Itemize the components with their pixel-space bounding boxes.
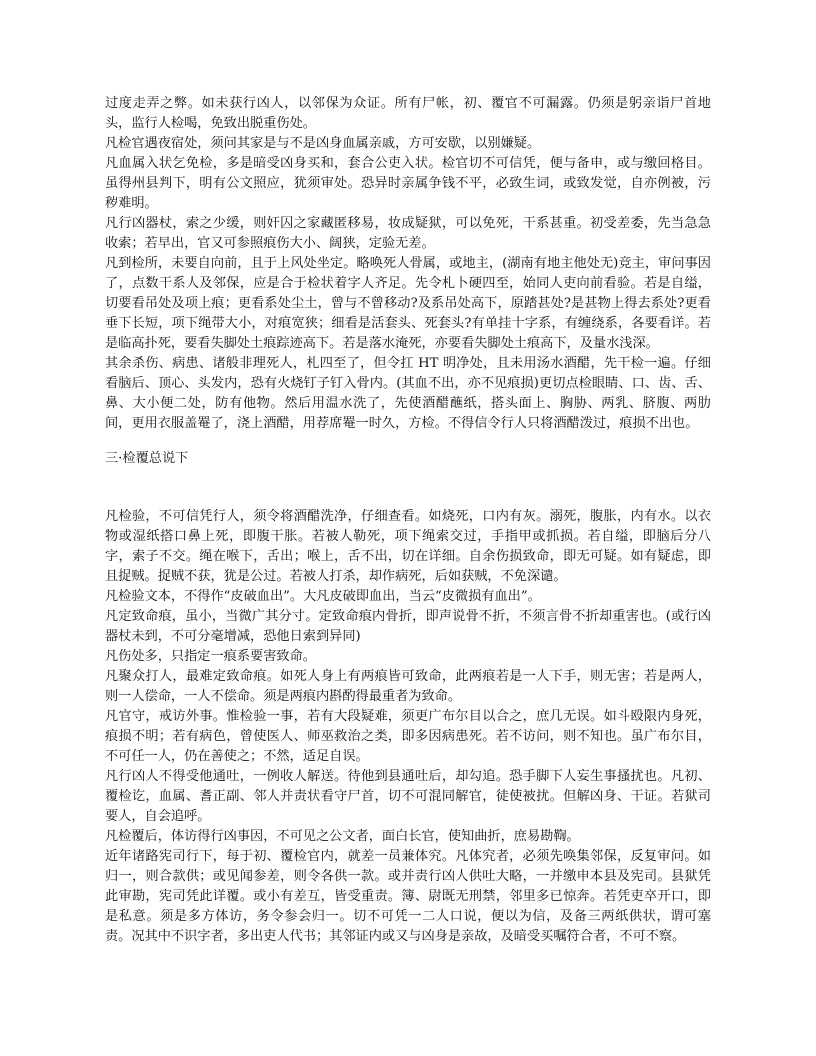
paragraph: 凡检验文本，不得作“皮破血出”。大凡皮破即血出，当云“皮微损有血出”。	[105, 589, 541, 604]
paragraph: 凡行凶人不得受他通吐，一例收人解送。待他到县通吐后，却勾追。恐手脚下人妄生事搔扰也。凡初、覆检讫，血属、耆正副、邻人并责状看守尸首，切不可混同解官，徒使被扰。但解凶身、干证。若狱司要人，自会追呼。	[105, 769, 711, 824]
paragraph: 凡检验，不可信凭行人，须令将酒醋洗净，仔细查看。如烧死，口内有灰。溺死，腹胀，内有水。以衣物或湿纸搭口鼻上死，即腹干胀。若被人勒死，项下绳索交过，手指甲或抓损。若自缢，即脑后分八字，索子不交。绳在喉下，舌出；喉上，舌不出，切在详细。自余伤损致命，即无可疑。如有疑虑，即且捉贼。捉贼不获，犹是公过。若被人打杀，却作病死，后如获贼，不免深谴。	[105, 509, 711, 584]
paragraph: 其余杀伤、病患、诸般非理死人，札四至了，但令扛 HT 明净处，且未用汤水酒醋，先干检一遍。仔细看脑后、顶心、头发内，恐有火烧钉子钉入骨内。(其血不出，亦不见痕损)更切点检眼睛、口、齿、舌、鼻、大小便二处，防有他物。然后用温水洗了，先使酒醋蘸纸，搭头面上、胸胁、两乳、脐腹、两肋间，更用衣服盖罨了，浇上酒醋，用荐席罨一时久，方检。不得信令行人只将酒醋泼过，痕损不出也。	[105, 356, 711, 431]
document-page	[105, 94, 711, 947]
top-text-block	[105, 94, 711, 434]
paragraph: 凡血属入状乞免检，多是暗受凶身买和，套合公吏入状。检官切不可信凭，便与备申，或与缴回格目。虽得州县判下，明有公文照应，犹须审处。恐异时亲属争钱不平，必致生词，或致发觉，自亦例被，污秽难明。	[105, 156, 711, 211]
paragraph: 过度走弄之弊。如未获行凶人，以邻保为众证。所有尸帐，初、覆官不可漏露。仍须是躬亲诣尸首地头，监行人检喝，免致出脱重伤处。	[105, 96, 711, 131]
section-heading: 三·检覆总说下	[105, 451, 189, 466]
paragraph: 凡伤处多，只指定一痕系要害致命。	[105, 649, 316, 664]
paragraph: 凡定致命痕，虽小，当微广其分寸。定致命痕内骨折，即声说骨不折，不须言骨不折却重害也。(或行凶器杖未到，不可分毫增减，恐他日索到异同)	[105, 609, 711, 644]
paragraph: 凡行凶器杖，索之少缓，则奸囚之家藏匿移易，妆成疑狱，可以免死，干系甚重。初受差委，先当急急收索；若早出，官又可参照痕伤大小、阔狭，定验无差。	[105, 216, 711, 251]
paragraph: 凡检覆后，体访得行凶事因，不可见之公文者，面白长官，使知曲折，庶易勘鞫。	[105, 829, 580, 844]
paragraph: 凡官守，戒访外事。惟检验一事，若有大段疑难，须更广布尔目以合之，庶几无误。如斗殴限内身死，痕损不明；若有病色，曾使医人、师巫救治之类，即多因病患死。若不访问，则不知也。虽广布尔目，不可任一人，仍在善使之；不然，适足自误。	[105, 709, 711, 764]
paragraph: 凡检官遇夜宿处，须问其家是与不是凶身血属亲戚，方可安歇，以别嫌疑。	[105, 136, 541, 151]
bottom-text-block	[105, 507, 711, 947]
paragraph: 近年诸路宪司行下，每于初、覆检官内，就差一员兼体究。凡体究者，必须先唤集邻保，反复审问。如归一，则合款供；或见闻参差，则令各供一款。或并责行凶人供吐大略，一并缴申本县及宪司。县狱凭此审勘，宪司凭此详覆。或小有差互，皆受重责。簿、尉既无刑禁，邻里多已惊奔。若凭吏卒开口，即是私意。须是多方体访，务令参会归一。切不可凭一二人口说，便以为信，及备三两纸供状，谓可塞责。况其中不识字者，多出吏人代书；其邻证内或又与凶身是亲故，及暗受买嘱符合者，不可不察。	[105, 849, 711, 944]
paragraph: 凡聚众打人，最难定致命痕。如死人身上有两痕皆可致命，此两痕若是一人下手，则无害；若是两人，则一人偿命，一人不偿命。须是两痕内斟酌得最重者为致命。	[105, 669, 711, 704]
paragraph: 凡到检所，未要自向前，且于上风处坐定。略唤死人骨属，或地主，(湖南有地主他处无)竞主，审问事因了，点数干系人及邻保，应是合于检状着字人齐足。先令札卜硬四至，始同人吏向前看验。若是自缢，切要看吊处及项上痕；更看系处尘土，曾与不曾移动?及系吊处高下，原踏甚处?是甚物上得去系处?更看垂下长短，项下绳带大小，对痕宽狭；细看是活套头、死套头?有单挂十字系，有缠绕系，各要看详。若是临高扑死，要看失脚处土痕踪迹高下。若是落水淹死，亦要看失脚处土痕高下，及量水浅深。	[105, 256, 711, 351]
